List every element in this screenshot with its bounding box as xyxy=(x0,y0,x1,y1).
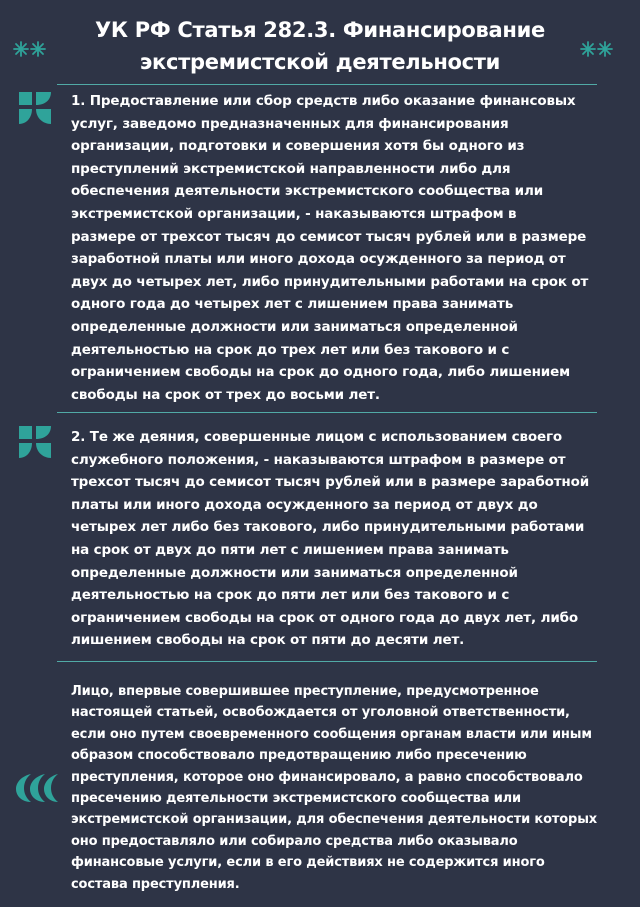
exemption-note xyxy=(71,681,597,895)
note-line: оно предоставляло или собирало средства либо оказывало xyxy=(71,833,518,849)
paragraph-line: двух до четырех лет, либо принудительными работами на срок от xyxy=(71,273,589,290)
paragraph-line: деятельностью на срок до трех лет или без такового и с xyxy=(71,341,510,358)
title-line: УК РФ Статья 282.3. Финансирование xyxy=(95,18,545,42)
paragraph-line: ограничением свободы на срок до одного года, либо лишением xyxy=(71,364,570,381)
paragraph-line: четырех лет либо без такового, либо принудительными работами xyxy=(71,519,585,536)
note-line: Лицо, впервые совершившее преступление, предусмотренное xyxy=(71,684,539,699)
note-line: образом способствовало предотвращению либо пресечению xyxy=(71,748,527,764)
title-line: экстремистской деятельности xyxy=(139,50,501,74)
note-line: финансовые услуги, если в его действиях не содержится иного xyxy=(71,855,545,871)
page-title xyxy=(60,14,580,78)
title-divider xyxy=(57,84,597,85)
star-cluster-icon-right xyxy=(580,41,614,57)
paragraph-line: свободы на срок от трех до восьми лет. xyxy=(71,386,380,403)
paragraph-line: на срок от двух до пяти лет с лишением права занимать xyxy=(71,541,509,558)
paragraph-line: платы или иного дохода осужденного за период от двух до xyxy=(71,496,538,513)
note-line: преступления, которое оно финансировало, а равно способствовало xyxy=(71,769,583,785)
paragraph-line: одного года до четырех лет с лишением права занимать xyxy=(71,296,514,313)
paragraph-line: лишением свободы на срок от пяти до десяти лет. xyxy=(71,632,465,649)
paragraph-line: определенные должности или заниматься определенной xyxy=(71,564,518,581)
paragraph-line: 1. Предоставление или сбор средств либо оказание финансовых xyxy=(71,93,576,109)
paragraph-line: экстремистской организации, - наказываются штрафом в xyxy=(71,205,517,222)
paragraph-line: трехсот тысяч до семисот тысяч рублей или в размере заработной xyxy=(71,474,590,491)
paragraph-line: определенные должности или заниматься определенной xyxy=(71,318,518,335)
note-line: настоящей статьей, освобождается от уголовной ответственности, xyxy=(71,705,570,721)
note-line: если оно путем своевременного сообщения органам власти или иным xyxy=(71,726,592,742)
leaf-quote-icon xyxy=(17,90,53,126)
paragraph-line: ограничением свободы на срок от одного года до двух лет, либо xyxy=(71,609,579,626)
paragraph-line: преступлений экстремистской направленности либо для xyxy=(71,160,511,177)
leaf-quote-icon xyxy=(17,424,53,460)
note-line: экстремистской организации, для обеспечения деятельности которых xyxy=(71,812,598,828)
paragraph-line: заработной платы или иного дохода осужденного за период от xyxy=(71,251,566,268)
paragraph-line: услуг, заведомо предназначенных для финансирования xyxy=(71,115,509,132)
paragraph-divider xyxy=(57,412,597,413)
note-line: состава преступления. xyxy=(71,876,240,892)
star-cluster-icon-left xyxy=(13,41,47,57)
paragraph-line: обеспечения деятельности экстремистского сообщества или xyxy=(71,183,544,200)
paragraph-line: размере от трехсот тысяч до семисот тысяч рублей или в размере xyxy=(71,228,587,245)
paragraph-line: 2. Те же деяния, совершенные лицом с использованием своего xyxy=(71,429,563,445)
article-paragraph-2 xyxy=(71,426,589,652)
paragraph-line: служебного положения, - наказываются штрафом в размере от xyxy=(71,451,566,468)
quote-marks-icon xyxy=(15,772,59,804)
article-paragraph-1 xyxy=(71,90,588,406)
note-divider xyxy=(57,661,597,662)
paragraph-line: организации, подготовки и совершения хотя бы одного из xyxy=(71,138,525,155)
paragraph-line: деятельностью на срок до пяти лет или без такового и с xyxy=(71,587,510,604)
note-line: пресечению деятельности экстремистского сообщества или xyxy=(71,791,521,807)
